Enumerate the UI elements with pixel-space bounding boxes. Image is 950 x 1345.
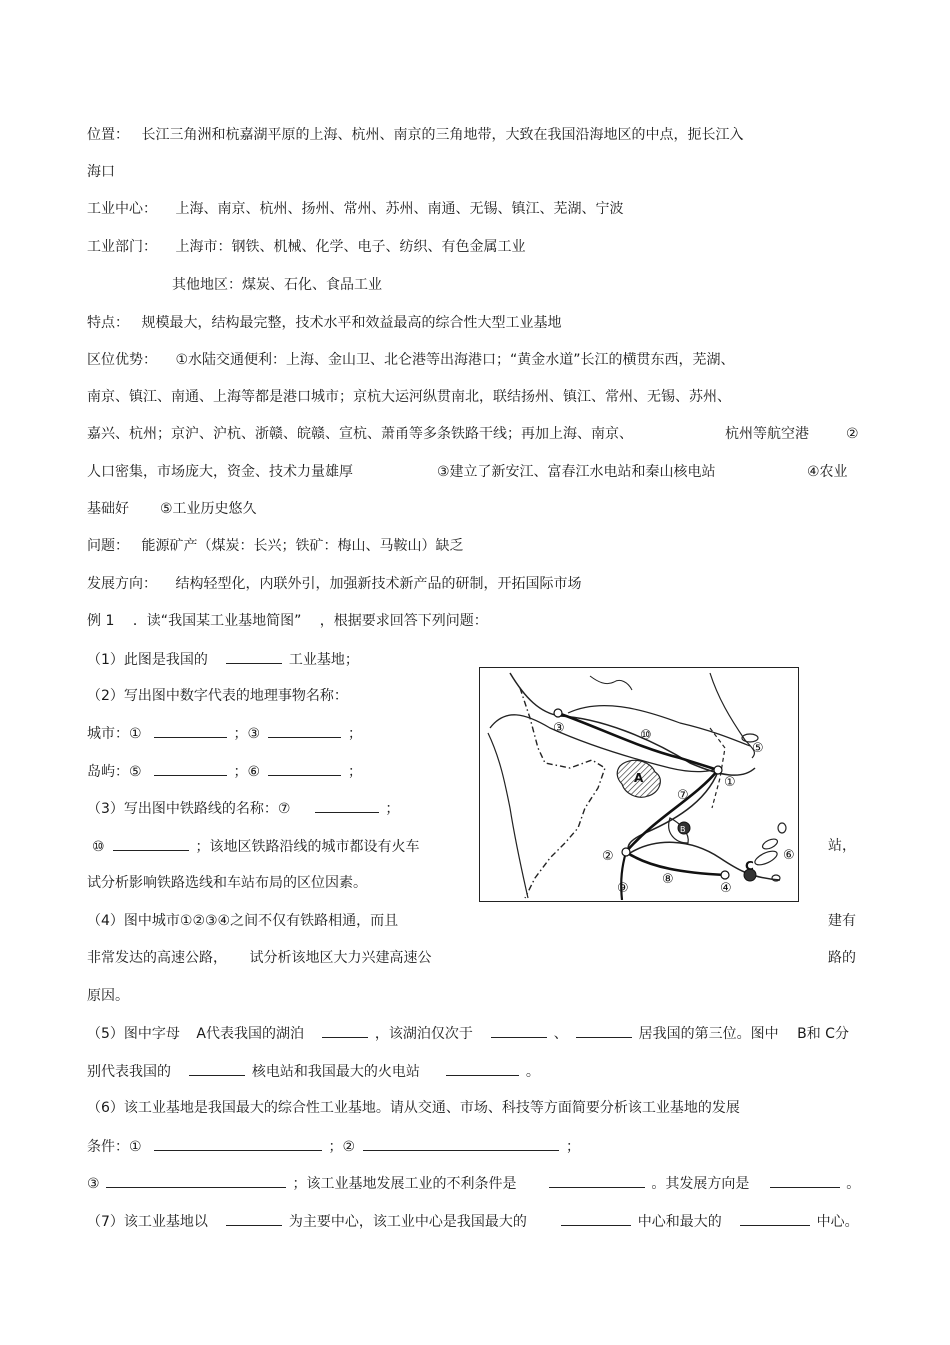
q3-text-b: ； [385,801,400,817]
q6-text-e: ③ [87,1176,100,1192]
direction-label: 发展方向： [87,576,157,592]
q2-city-c: ； [347,726,362,742]
location-line [87,125,743,145]
q7-text-a: （7）该工业基地以 [87,1214,208,1230]
sectors-others: 其他地区：煤炭、石化、食品工业 [172,277,382,293]
map-label-10: ⑩ [640,728,652,743]
q5-text-d: 、 [553,1026,568,1042]
q5-text-e: 居我国的第三位。图中 [638,1026,779,1042]
centers-line [87,199,623,219]
features-label: 特点： [87,315,129,331]
q7-line [87,1211,859,1232]
advantages-text-2: 南京、镇江、南通、上海等都是港口城市；京杭大运河纵贯南北，联结扬州、镇江、常州、无锡、苏州、 [87,389,731,405]
location-cont: 海口 [87,164,115,180]
q1-line [87,649,359,670]
q7-blank-1[interactable] [561,1211,631,1226]
q3-text-d: ；该地区铁路沿线的城市都设有火车 [195,839,420,855]
map-label-2: ② [602,849,614,864]
q2-city-blank-3[interactable] [268,723,341,738]
direction-line [87,574,581,594]
location-label: 位置： [87,127,129,143]
advantages-text-5b: ⑤工业历史悠久 [160,501,257,517]
q6-blank-direction[interactable] [770,1173,840,1188]
q5-blank-lake-1[interactable] [491,1023,547,1038]
example-instruction: ，根据要求回答下列问题： [319,613,488,629]
q5-line-2 [87,1061,540,1082]
sectors-label: 工业部门： [87,239,157,255]
island-6a [753,848,779,867]
q3-line-1 [87,798,399,819]
map-label-4: ④ [720,881,732,896]
q1-text-b: 工业基地； [288,652,359,668]
problems-label: 问题： [87,538,129,554]
advantages-text-3a: 嘉兴、杭州；京沪、沪杭、浙赣、皖赣、宣杭、萧甬等多条铁路干线；再加上海、南京、 [87,426,633,442]
map-label-7: ⑦ [677,788,689,803]
q4-line-2 [87,948,431,968]
q6-blank-3[interactable] [106,1173,286,1188]
q2-island-line [87,761,362,782]
q7-blank-2[interactable] [740,1211,810,1226]
q5-text-a: （5）图中字母 [87,1026,180,1042]
city-2-dot [622,848,630,856]
q3-text-e: 站， [828,838,856,854]
north-coast [568,706,750,746]
map-label-9: ⑨ [617,881,629,896]
q5-text-b: A代表我国的湖泊 [196,1026,304,1042]
q2-city-a: 城市：① [87,726,142,742]
q3-text-c: ⑩ [92,839,105,855]
map-letter-b: B [680,825,686,834]
map-letter-a: A [634,771,644,785]
advantages-text-3b: 杭州等航空港 [725,426,809,442]
q4-text-b: 建有 [828,913,856,929]
map-letter-c: C [745,859,754,873]
industrial-base-map [479,667,799,902]
q5-blank-nuclear[interactable] [189,1061,245,1076]
map-label-3: ③ [553,721,565,736]
q5-text-c: ，该湖泊仅次于 [374,1026,473,1042]
q7-text-d: 中心。 [816,1214,859,1230]
west-river [488,733,528,898]
advantages-line-1 [87,350,735,370]
q2-city-line [87,723,362,744]
q6-line-3 [87,1173,860,1194]
q4-text-a: （4）图中城市①②③④之间不仅有铁路相通，而且 [87,913,399,929]
q5-line-1 [87,1023,849,1044]
city-3-dot [554,709,562,717]
q2-island-c: ； [347,764,362,780]
advantages-text-3c: ② [846,426,859,442]
q5-text-f: B和 C分 [797,1026,849,1042]
q7-text-c: 中心和最大的 [637,1214,722,1230]
q6-text-h: 。 [846,1176,861,1192]
q5-text-g: 别代表我国的 [87,1064,171,1080]
q2-island-blank-5[interactable] [154,761,227,776]
map-label-8: ⑧ [662,872,674,887]
centers-label: 工业中心： [87,201,157,217]
q6-blank-unfavorable[interactable] [549,1173,645,1188]
q3-blank-10[interactable] [113,836,189,851]
direction-text: 结构轻型化，内联外引，加强新技术新产品的研制，开拓国际市场 [175,576,582,592]
q2-city-b: ；③ [233,726,261,742]
q6-text-d: ； [565,1139,580,1155]
map-label-1: ① [724,775,736,790]
q2-island-blank-6[interactable] [268,761,341,776]
q5-text-i: 。 [525,1064,540,1080]
q6-blank-2[interactable] [363,1136,559,1151]
q5-blank-lake[interactable] [322,1023,368,1038]
map-drawing [480,668,797,900]
map-label-6: ⑥ [783,848,795,863]
q5-blank-thermal[interactable] [446,1061,519,1076]
advantages-text-4c: ④农业 [807,464,848,480]
q6-text-f: ；该工业基地发展工业的不利条件是 [292,1176,517,1192]
q6-blank-1[interactable] [154,1136,322,1151]
q2-title: （2）写出图中数字代表的地理事物名称： [87,688,348,704]
river-bank-south [490,715,720,772]
q6-line-2 [87,1136,580,1157]
features-line [87,313,561,333]
q6-text-g: 。其发展方向是 [651,1176,750,1192]
island-6b [761,837,779,851]
city-4-dot [721,871,729,879]
q3-line-2 [92,836,419,857]
features-text: 规模最大，结构最完整，技术水平和效益最高的综合性大型工业基地 [141,315,562,331]
q5-text-h: 核电站和我国最大的火电站 [251,1064,420,1080]
sectors-line [87,237,525,257]
q6-text-c: ；② [328,1139,356,1155]
map-label-5: ⑤ [752,741,764,756]
q4-text-e: 路的 [828,950,856,966]
advantages-text-1: ①水陆交通便利：上海、金山卫、北仑港等出海港口；“黄金水道”长江的横贯东西，芜湖、 [175,352,735,368]
advantages-text-4a: 人口密集，市场庞大，资金、技术力量雄厚 [87,464,353,480]
q3-text-f: 试分析影响铁路选线和车站布局的区位因素。 [87,875,367,891]
q2-city-blank-1[interactable] [154,723,227,738]
q3-text-a: （3）写出图中铁路线的名称：⑦ [87,801,291,817]
q7-blank-center[interactable] [226,1211,282,1226]
city-1-dot [714,766,722,774]
location-text: 长江三角洲和杭嘉湖平原的上海、杭州、南京的三角地带，大致在我国沿海地区的中点，扼长江入 [141,127,744,143]
island-6c [778,823,786,833]
advantages-text-5a: 基础好 [87,501,129,517]
q4-text-c: 非常发达的高速公路， [87,950,227,966]
q3-blank-7[interactable] [315,798,379,813]
q4-text-d: 试分析该地区大力兴建高速公 [249,950,432,966]
problems-line [87,536,463,556]
q7-text-b: 为主要中心，该工业中心是我国最大的 [288,1214,527,1230]
problems-text: 能源矿产（煤炭：长兴；铁矿：梅山、马鞍山）缺乏 [141,538,464,554]
centers-text: 上海、南京、杭州、扬州、常州、苏州、南通、无锡、镇江、芜湖、宁波 [175,201,624,217]
example-title: ．读“我国某工业基地简图” [132,613,302,629]
q6-text-a: （6）该工业基地是我国最大的综合性工业基地。请从交通、市场、科技等方面简要分析该工业基地的发展 [87,1100,740,1116]
q1-blank[interactable] [226,649,282,664]
q1-text-a: （1）此图是我国的 [87,652,208,668]
example-line [87,611,488,631]
q6-text-b: 条件：① [87,1139,142,1155]
q4-text-f: 原因。 [87,988,129,1004]
railway-8 [626,852,725,875]
sectors-shanghai: 上海市：钢铁、机械、化学、电子、纺织、有色金属工业 [175,239,526,255]
example-number: 例 1 [87,613,115,629]
small-coast-north [590,676,632,690]
advantages-text-4b: ③建立了新安江、富春江水电站和秦山核电站 [437,464,716,480]
q2-island-b: ；⑥ [233,764,261,780]
q5-blank-lake-2[interactable] [576,1023,632,1038]
q2-island-a: 岛屿：⑤ [87,764,142,780]
advantages-label: 区位优势： [87,352,157,368]
